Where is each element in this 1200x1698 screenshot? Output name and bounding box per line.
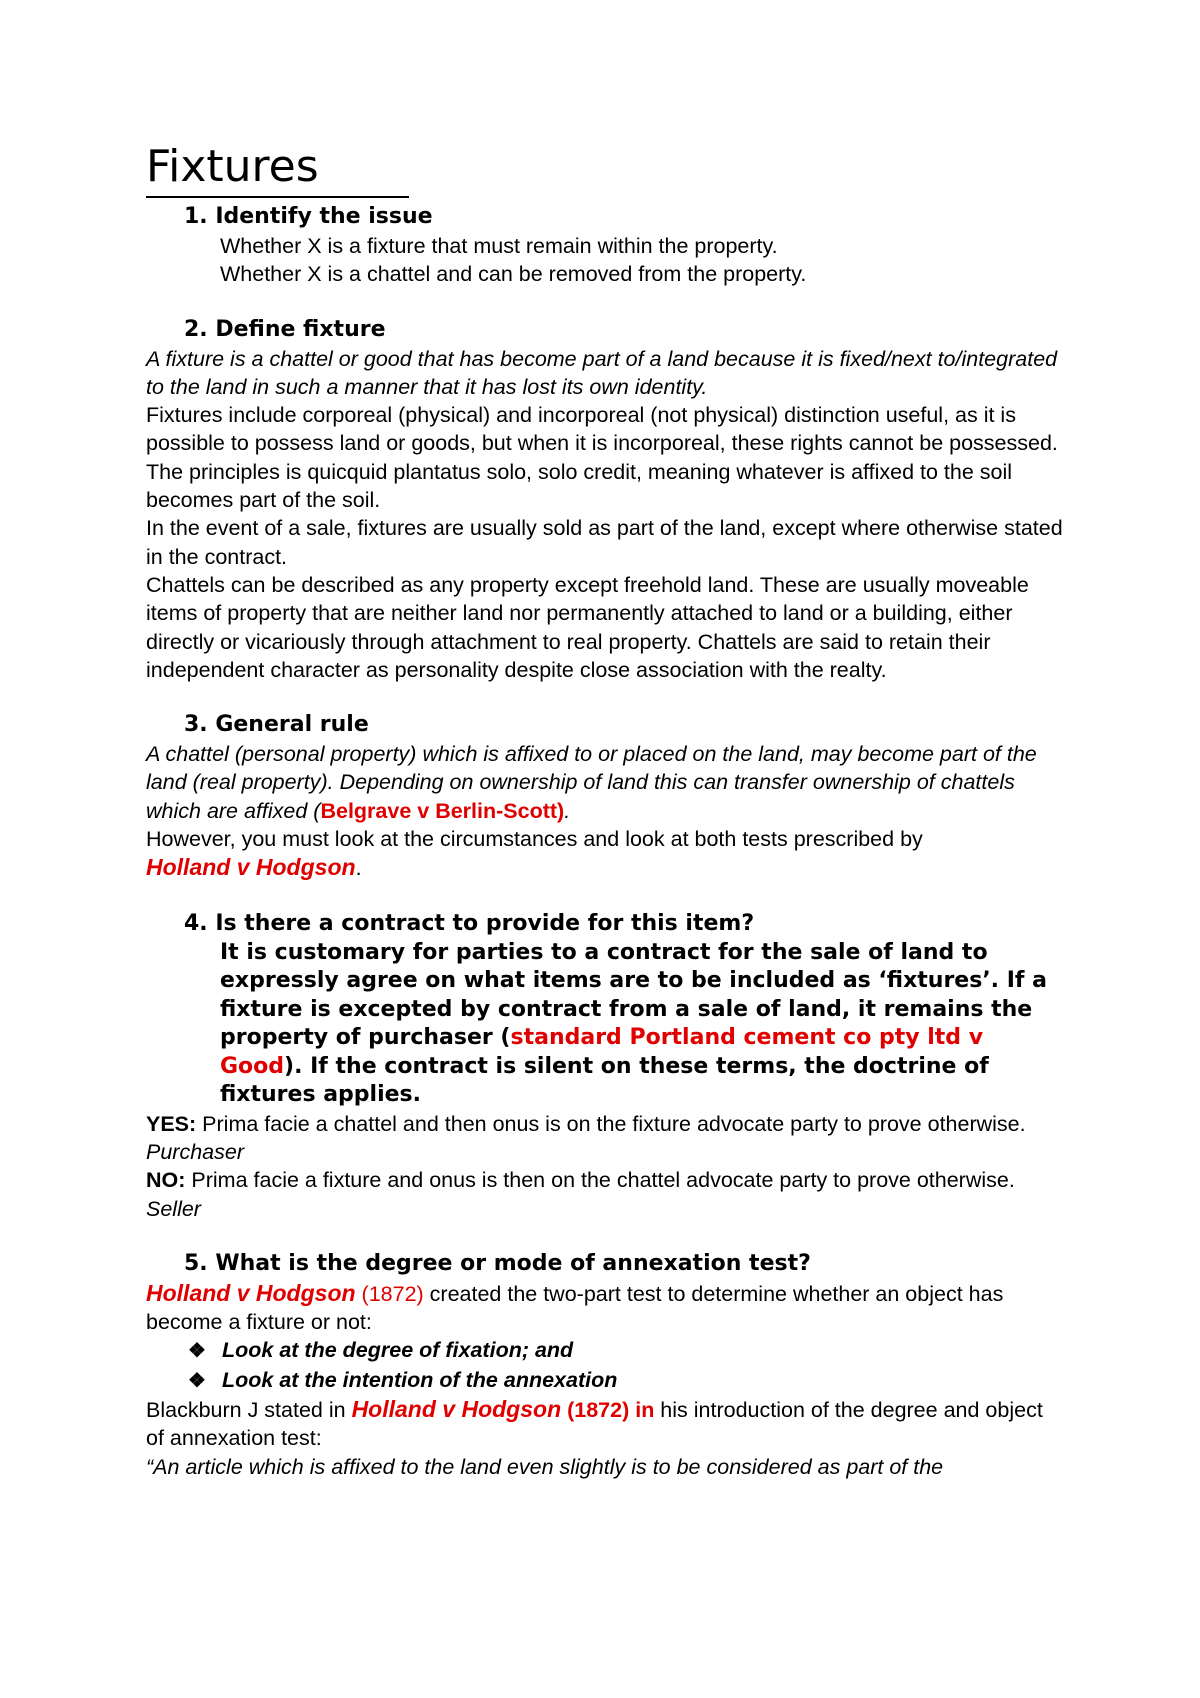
- yes-role: Purchaser: [146, 1139, 244, 1164]
- section-5-heading: 5. What is the degree or mode of annexation test?: [184, 1250, 811, 1276]
- case-holland-2: Holland v Hodgson: [146, 1279, 356, 1306]
- blackburn-text: [146, 1395, 1066, 1453]
- section-4-heading: 4. Is there a contract to provide for this item?: [184, 910, 755, 936]
- annexation-intro-text: created the two-part test to determine whether an object has become a fixture or not:: [146, 1281, 1004, 1335]
- contract-body-a: It is customary for parties to a contract for the sale of land to expressly agree on what items are to be included as ‘fixtures’. If a fixture is excepted by contract from a sale of land, it remains the property of purchaser (: [220, 939, 1047, 1051]
- case-year-1: (1872): [355, 1281, 424, 1306]
- general-rule-end: .: [564, 798, 571, 823]
- fixture-definition: A fixture is a chattel or good that has become part of a land because it is fixed/next to/integrated to the land in such a manner that it has lost its own identity.: [146, 346, 1058, 399]
- issue-line-2: Whether X is a chattel and can be removed from the property.: [220, 262, 807, 287]
- page-title: Fixtures: [146, 138, 409, 198]
- circumstances-text: [146, 825, 1066, 883]
- general-rule-text: [146, 740, 1066, 825]
- bullet-text: Look at the intention of the annexation: [222, 1367, 618, 1392]
- diamond-bullet-icon: ❖: [188, 1340, 206, 1363]
- yes-label: YES:: [146, 1111, 197, 1136]
- section-2-heading: 2. Define fixture: [184, 316, 386, 342]
- case-holland-1: Holland v Hodgson: [146, 854, 356, 881]
- document-page: [146, 138, 1066, 1481]
- case-belgrave: Belgrave v Berlin-Scott): [320, 798, 565, 823]
- contract-body-b: ). If the contract is silent on these terms, the doctrine of fixtures applies.: [220, 1053, 989, 1108]
- bullet-text: Look at the degree of fixation; and: [222, 1338, 574, 1363]
- yes-line: [146, 1110, 1066, 1167]
- no-label: NO:: [146, 1168, 186, 1193]
- blackburn-quote: “An article which is affixed to the land even slightly is to be considered as part of the: [146, 1454, 944, 1479]
- section-3-heading: 3. General rule: [184, 712, 369, 738]
- blackburn-end: his introduction of the degree and object of annexation test:: [146, 1398, 1043, 1451]
- annexation-intro: [146, 1279, 1066, 1337]
- yes-text: Prima facie a chattel and then onus is on the fixture advocate party to prove otherwise.: [196, 1111, 1026, 1136]
- paragraph-principle: The principles is quicquid plantatus solo, solo credit, meaning whatever is affixed to the soil becomes part of the soil.: [146, 459, 1013, 513]
- general-rule-italic: A chattel (personal property) which is affixed to or placed on the land, may become part of the land (real property). Depending on ownership of land this can transfer ownership of chattels which are affixed (: [146, 742, 1037, 823]
- contract-body: [220, 939, 1066, 1110]
- no-line: [146, 1166, 1066, 1223]
- bullet-item: [188, 1336, 1066, 1365]
- circumstances-lead: However, you must look at the circumstances and look at both tests prescribed by: [146, 827, 923, 852]
- circumstances-end: .: [355, 856, 362, 881]
- no-text: Prima facie a fixture and onus is then on the chattel advocate party to prove otherwise.: [185, 1168, 1015, 1193]
- case-standard-portland: standard Portland cement co pty ltd v Good: [220, 1025, 984, 1079]
- diamond-bullet-icon: ❖: [188, 1369, 206, 1392]
- case-year-2: (1872) in: [561, 1398, 655, 1423]
- paragraph-corporeal: Fixtures include corporeal (physical) and incorporeal (not physical) distinction useful, as it is possible to possess land or goods, but when it is incorporeal, these rights cannot be possessed.: [146, 403, 1058, 456]
- blackburn-lead: Blackburn J stated in: [146, 1398, 352, 1423]
- no-role: Seller: [146, 1196, 201, 1221]
- paragraph-chattels: Chattels can be described as any property except freehold land. These are usually moveable items of property that are neither land nor permanently attached to land or a building, either directly or vicariously through attachment to real property. Chattels are said to retain their independent character as personality despite close association with the realty.: [146, 572, 1029, 682]
- title-row: [146, 138, 1066, 198]
- issue-line-1: Whether X is a fixture that must remain within the property.: [220, 234, 778, 258]
- paragraph-sale: In the event of a sale, fixtures are usually sold as part of the land, except where otherwise stated in the contract.: [146, 516, 1063, 569]
- bullet-item: [188, 1366, 1066, 1395]
- section-1-heading: 1. Identify the issue: [184, 204, 433, 229]
- case-holland-3: Holland v Hodgson: [351, 1396, 562, 1423]
